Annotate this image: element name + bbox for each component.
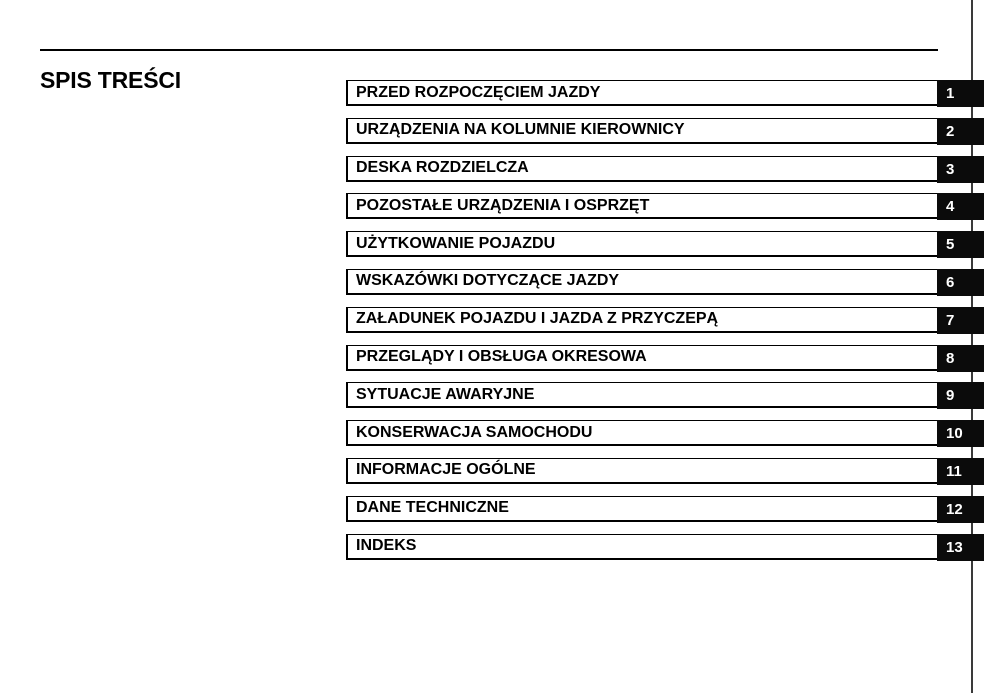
toc-chapter-number-tab[interactable]: 9: [937, 382, 984, 409]
toc-item-label: INDEKS: [356, 537, 417, 555]
toc-item-pozostale-urzadzenia-i-osprzet[interactable]: [346, 193, 984, 219]
toc-item-sytuacje-awaryjne[interactable]: [346, 382, 984, 408]
toc-item-konserwacja-samochodu[interactable]: [346, 420, 984, 446]
toc-item-informacje-ogolne[interactable]: [346, 458, 984, 484]
toc-chapter-number-tab[interactable]: 4: [937, 193, 984, 220]
page-title: SPIS TREŚCI: [40, 67, 181, 93]
toc-item-label: WSKAZÓWKI DOTYCZĄCE JAZDY: [356, 272, 620, 290]
toc-item-label: ZAŁADUNEK POJAZDU I JAZDA Z PRZYCZEPĄ: [356, 310, 719, 328]
toc-item-uzytkowanie-pojazdu[interactable]: [346, 231, 984, 257]
toc-chapter-number-tab[interactable]: 13: [937, 534, 984, 561]
toc-chapter-number-tab[interactable]: 7: [937, 307, 984, 334]
toc-item-deska-rozdzielcza[interactable]: [346, 156, 984, 182]
toc-item-label: DESKA ROZDZIELCZA: [356, 159, 529, 177]
toc-chapter-number-tab[interactable]: 3: [937, 156, 984, 183]
toc-item-urzadzenia-na-kolumnie-kierownicy[interactable]: [346, 118, 984, 144]
toc-item-label: KONSERWACJA SAMOCHODU: [356, 423, 593, 441]
toc-chapter-number-tab[interactable]: 10: [937, 420, 984, 447]
toc-item-label: PRZED ROZPOCZĘCIEM JAZDY: [356, 83, 601, 101]
toc-item-zaladunek-pojazdu-i-jazda-z-przyczepa[interactable]: [346, 307, 984, 333]
toc-chapter-number-tab[interactable]: 11: [937, 458, 984, 485]
toc-chapter-number-tab[interactable]: 2: [937, 118, 984, 145]
header-rule: [40, 49, 938, 51]
toc-chapter-number-tab[interactable]: 6: [937, 269, 984, 296]
toc-chapter-number-tab[interactable]: 1: [937, 80, 984, 107]
toc-item-przed-rozpoczeciem-jazdy[interactable]: [346, 80, 984, 106]
toc-item-label: UŻYTKOWANIE POJAZDU: [356, 234, 556, 252]
toc-chapter-number-tab[interactable]: 8: [937, 345, 984, 372]
toc-item-label: INFORMACJE OGÓLNE: [356, 461, 536, 479]
toc-chapter-number-tab[interactable]: 12: [937, 496, 984, 523]
toc-item-label: PRZEGLĄDY I OBSŁUGA OKRESOWA: [356, 348, 647, 366]
toc-item-label: DANE TECHNICZNE: [356, 499, 509, 517]
toc-item-label: POZOSTAŁE URZĄDZENIA I OSPRZĘT: [356, 196, 650, 214]
toc-item-dane-techniczne[interactable]: [346, 496, 984, 522]
table-of-contents: [346, 80, 984, 571]
toc-item-label: SYTUACJE AWARYJNE: [356, 385, 535, 403]
toc-chapter-number-tab[interactable]: 5: [937, 231, 984, 258]
toc-item-przeglady-i-obsluga-okresowa[interactable]: [346, 345, 984, 371]
toc-item-wskazowki-dotyczace-jazdy[interactable]: [346, 269, 984, 295]
toc-item-label: URZĄDZENIA NA KOLUMNIE KIEROWNICY: [356, 121, 685, 139]
toc-item-indeks[interactable]: [346, 534, 984, 560]
